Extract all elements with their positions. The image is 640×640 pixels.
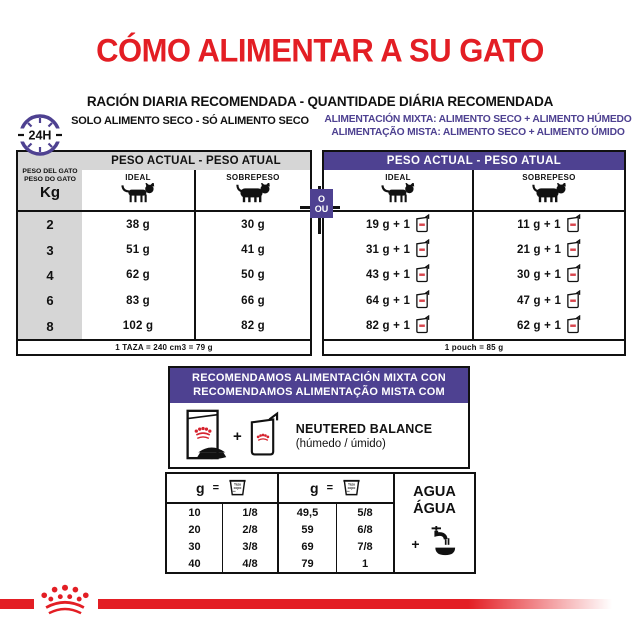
svg-text:Taza: Taza <box>348 482 355 487</box>
conv-cell: 49,5 <box>279 504 337 521</box>
water-label-es: AGUA <box>413 483 456 500</box>
table-cell <box>474 237 624 262</box>
water-row <box>411 526 457 563</box>
ideal-label: IDEAL <box>385 172 411 182</box>
conv-cell: 20 <box>167 521 223 538</box>
table-row-kg: 2 <box>18 212 82 237</box>
wet-pouch-icon <box>247 411 280 462</box>
table-cell <box>324 212 474 237</box>
brand-bar-right <box>98 599 612 609</box>
conv-cell: 7/8 <box>337 538 395 555</box>
pouch-icon <box>415 315 430 337</box>
dry-table-footnote: 1 TAZA = 240 cm3 = 79 g <box>18 339 310 354</box>
weight-header-es: PESO DEL GATO <box>22 167 78 175</box>
ideal-label: IDEAL <box>125 172 151 182</box>
mixed-ideal-column <box>324 170 474 212</box>
mixed-value: 43 g + 1 <box>365 269 411 282</box>
conv-cell: 1 <box>337 555 395 572</box>
pouch-icon <box>415 290 430 312</box>
svg-text:copo: copo <box>347 486 356 491</box>
conv-cell: 79 <box>279 555 337 572</box>
pouch-icon <box>566 290 581 312</box>
kibble-bag-icon <box>182 406 228 467</box>
product-subname: (húmedo / úmido) <box>295 437 386 450</box>
page-title: CÓMO ALIMENTAR A SU GATO <box>96 32 544 69</box>
recommend-body <box>170 403 468 469</box>
recommend-line2: RECOMENDAMOS ALIMENTAÇÃO MISTA COM <box>193 385 445 398</box>
svg-text:copo: copo <box>233 486 242 491</box>
grams-label: g <box>310 480 319 496</box>
table-cell: 102 g <box>82 314 196 339</box>
water-cell <box>395 474 474 572</box>
mixed-value: 82 g + 1 <box>365 320 411 333</box>
conv-cell: 59 <box>279 521 337 538</box>
pouch-icon <box>566 214 581 236</box>
mixed-feeding-table <box>322 150 626 356</box>
table-cell: 41 g <box>241 244 265 257</box>
slim-cat-icon <box>380 183 416 209</box>
subtitle: RACIÓN DIARIA RECOMENDADA - QUANTIDADE DIÁRIA RECOMENDADA <box>86 94 554 109</box>
mixed-overweight-column <box>474 170 624 212</box>
water-label-pt: ÁGUA <box>413 500 456 517</box>
equals-sign: = <box>212 482 219 494</box>
mixed-value: 19 g + 1 <box>365 218 411 231</box>
faucet-water-icon <box>424 526 458 563</box>
table-cell <box>324 237 474 262</box>
equals-sign: = <box>326 482 333 494</box>
fat-cat-icon <box>530 183 568 209</box>
table-cell <box>474 314 624 339</box>
conversion-header-right <box>279 474 395 504</box>
table-cell: 62 g <box>82 263 196 288</box>
dry-food-table <box>16 150 312 356</box>
clock-label: 24H <box>28 128 52 143</box>
recommend-header <box>170 368 468 403</box>
table-cell <box>474 212 624 237</box>
or-es: O <box>317 193 325 204</box>
conv-cell: 2/8 <box>223 521 279 538</box>
table-cell: 50 g <box>241 269 265 282</box>
overweight-label: SOBREPESO <box>522 172 576 182</box>
table-row-kg: 8 <box>18 314 82 339</box>
conv-cell: 4/8 <box>223 555 279 572</box>
conv-cell: 69 <box>279 538 337 555</box>
pouch-icon <box>566 315 581 337</box>
mixed-feeding-label <box>320 113 636 139</box>
mixed-value: 47 g + 1 <box>516 294 562 307</box>
measuring-cup-icon <box>341 476 362 500</box>
dry-overweight-column <box>196 170 310 212</box>
conv-cell: 10 <box>167 504 223 521</box>
mixed-value: 30 g + 1 <box>516 269 562 282</box>
brand-bar-left <box>0 599 34 609</box>
table-cell: 30 g <box>241 218 265 231</box>
weight-unit: Kg <box>40 183 60 201</box>
table-cell <box>324 314 474 339</box>
cup-conversion-table <box>165 472 476 574</box>
pouch-icon <box>415 264 430 286</box>
mixed-value: 11 g + 1 <box>517 218 561 231</box>
mixed-value: 64 g + 1 <box>365 294 411 307</box>
mixed-label-line2: ALIMENTAÇÃO MISTA: ALIMENTO SECO + ALIMENTO ÚMIDO <box>331 127 625 138</box>
conv-cell: 1/8 <box>223 504 279 521</box>
clock-24h-icon <box>17 112 63 163</box>
plus-sign: + <box>411 536 420 552</box>
dry-table-header: PESO ACTUAL - PESO ATUAL <box>82 152 310 170</box>
pouch-icon <box>415 239 430 261</box>
table-cell: 83 g <box>82 288 196 313</box>
table-cell: 66 g <box>241 294 265 307</box>
table-cell: 82 g <box>241 320 265 333</box>
fat-cat-icon <box>234 183 272 209</box>
or-badge <box>310 189 333 218</box>
recommend-box <box>168 366 470 469</box>
conv-cell: 5/8 <box>337 504 395 521</box>
mixed-table-footnote: 1 pouch = 85 g <box>324 339 624 354</box>
slim-cat-icon <box>120 183 156 209</box>
svg-text:Taza: Taza <box>234 482 241 487</box>
table-cell: 38 g <box>82 212 196 237</box>
table-row-kg: 6 <box>18 288 82 313</box>
conversion-header-left <box>167 474 279 504</box>
mixed-value: 31 g + 1 <box>365 244 411 257</box>
table-cell <box>324 263 474 288</box>
conv-cell: 40 <box>167 555 223 572</box>
pouch-icon <box>415 214 430 236</box>
mixed-value: 21 g + 1 <box>516 244 562 257</box>
plus-sign: + <box>233 428 242 445</box>
mixed-table-header: PESO ACTUAL - PESO ATUAL <box>324 152 624 170</box>
pouch-icon <box>566 239 581 261</box>
conv-cell: 6/8 <box>337 521 395 538</box>
pouch-icon <box>566 264 581 286</box>
table-cell <box>474 263 624 288</box>
table-cell <box>324 288 474 313</box>
mixed-label-line1: ALIMENTACIÓN MIXTA: ALIMENTO SECO + ALIMENTO HÚMEDO <box>324 114 632 125</box>
table-row-kg: 3 <box>18 237 82 262</box>
dry-ideal-column <box>82 170 196 212</box>
dry-only-label: SOLO ALIMENTO SECO - SÓ ALIMENTO SECO <box>71 115 309 127</box>
table-cell <box>474 288 624 313</box>
grams-label: g <box>196 480 205 496</box>
overweight-label: SOBREPESO <box>226 172 280 182</box>
conv-cell: 3/8 <box>223 538 279 555</box>
table-cell: 51 g <box>82 237 196 262</box>
or-pt: OU <box>314 203 329 214</box>
royal-canin-crown-logo <box>36 583 94 622</box>
weight-header-pt: PESO DO GATO <box>24 176 76 184</box>
recommend-line1: RECOMENDAMOS ALIMENTACIÓN MIXTA CON <box>192 372 446 384</box>
mixed-value: 62 g + 1 <box>516 320 562 333</box>
conv-cell: 30 <box>167 538 223 555</box>
product-name-block <box>296 422 433 452</box>
table-row-kg: 4 <box>18 263 82 288</box>
measuring-cup-icon <box>227 476 248 500</box>
product-name: NEUTERED BALANCE <box>295 421 433 436</box>
